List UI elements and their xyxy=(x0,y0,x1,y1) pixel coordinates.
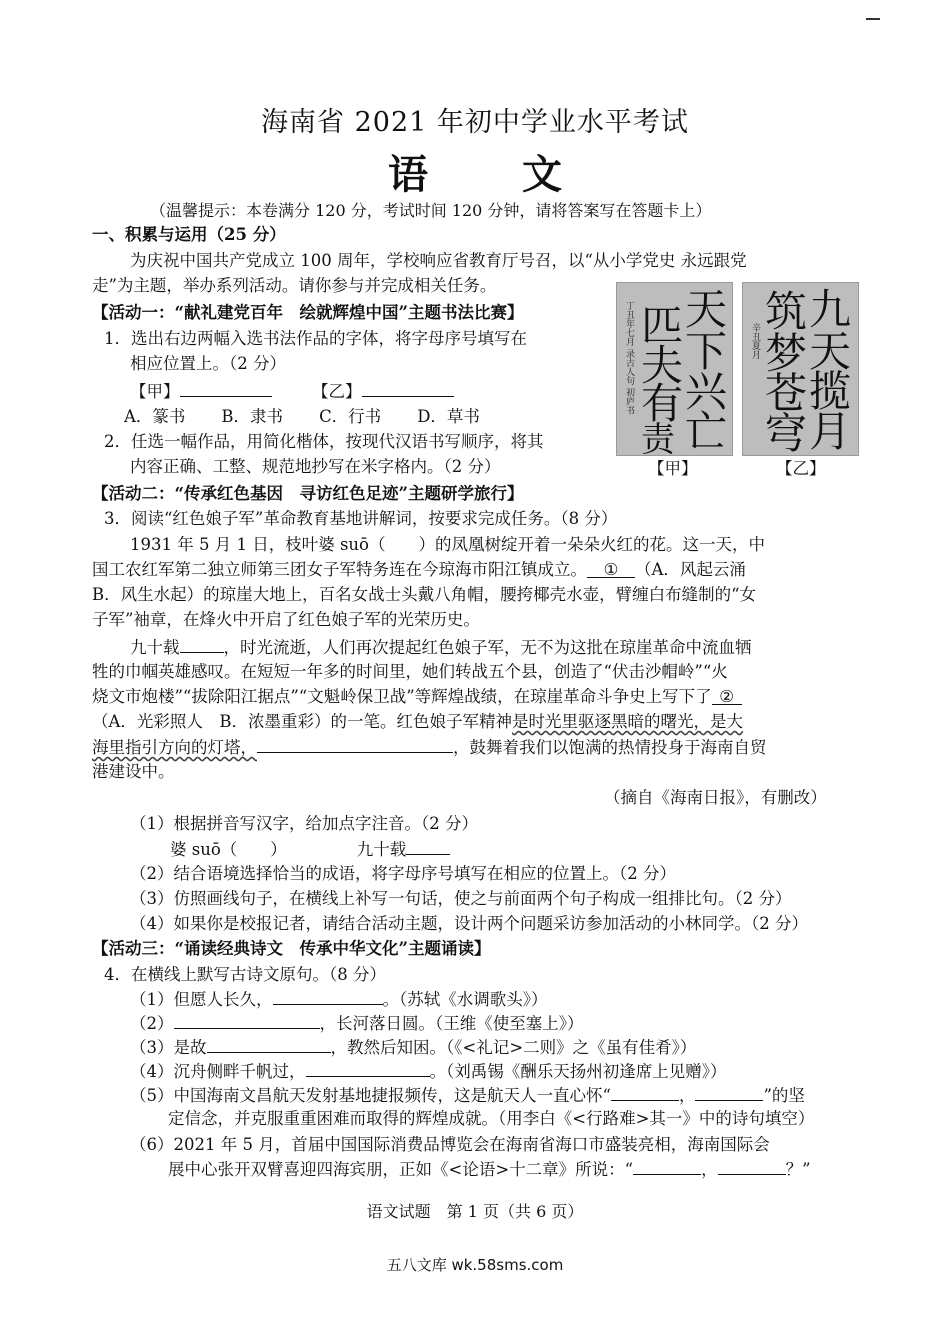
recite-blank[interactable] xyxy=(306,1060,430,1077)
passage-text: ，鼓舞着我们以饱满的热情投身于海南自贸 xyxy=(453,738,767,757)
recite-text: ，教然后知困。（《<礼记>二则》之《虽有佳肴》） xyxy=(330,1038,697,1057)
passage-line: B．风生水起）的琼崖大地上，百名女战士头戴八角帽，腰挎椰壳水壶，臂缠白布缝制的“女 xyxy=(92,585,757,604)
recite-text: 。（刘禹锡《酬乐天扬州初逢席上见赠》） xyxy=(429,1062,727,1081)
sub-question-1-items xyxy=(170,838,450,861)
blank-marker-1: ① xyxy=(603,560,619,579)
intro-line-2: 走”为主题，举办系列活动。请你参与并完成相关任务。 xyxy=(92,276,497,295)
sub-question-4: （4）如果你是校报记者，请结合活动主题，设计两个问题采访参加活动的小林同学。（2 分） xyxy=(130,914,808,933)
activity-two-heading: 【活动二：“传承红色基因 寻访红色足迹”主题研学旅行】 xyxy=(92,484,524,503)
subject-title: 语 文 xyxy=(388,151,602,198)
calligraphy-char: 梦 xyxy=(765,329,808,378)
underlined-sentence: 是时光里驱逐黑暗的曙光，是大 xyxy=(512,712,744,731)
recite-item-6-cont xyxy=(168,1158,811,1181)
recite-item-3 xyxy=(130,1036,696,1059)
question-2-line-2: 内容正确、工整、规范地抄写在米字格内。（2 分） xyxy=(130,457,501,476)
jia-label: 【甲】 xyxy=(130,382,180,401)
passage-line: 牲的巾帼英雄感叹。在短短一年多的时间里，她们转战五个县，创造了“伏击沙帽岭”“火 xyxy=(92,662,728,681)
recite-text: ， xyxy=(678,1086,696,1105)
calligraphy-char: 责 xyxy=(641,420,675,460)
recite-text: ”的坚 xyxy=(763,1086,805,1105)
calligraphy-char: 筑 xyxy=(765,287,808,336)
question-1-line-2: 相应位置上。（2 分） xyxy=(130,354,286,373)
passage-text: ，时光流逝，人们再次提起红色娘子军，无不为这批在琼崖革命中流血牺 xyxy=(223,638,752,657)
sub-question-1: （1）根据拼音写汉字，给加点字注音。（2 分） xyxy=(130,814,478,833)
passage-text: （A．光彩照人 B．浓墨重彩）的一笔。红色娘子军精神 xyxy=(92,712,513,731)
pinyin-item: 婆 suō（ ） xyxy=(170,840,287,859)
annotate-blank[interactable] xyxy=(406,838,450,855)
calligraphy-jia-panel xyxy=(616,282,733,460)
intro-line-1: 为庆祝中国共产党成立 100 周年，学校响应省教育厅号召，以“从小学党史 永远跟党 xyxy=(130,251,747,270)
option-c: C．行书 xyxy=(319,407,382,426)
activity-one-heading: 【活动一：“献礼建党百年 绘就辉煌中国”主题书法比赛】 xyxy=(92,303,524,322)
passage-line xyxy=(92,686,742,708)
recite-blank[interactable] xyxy=(611,1084,679,1101)
calligraphy-char: 下 xyxy=(685,327,728,376)
section-heading: 一、积累与运用（25 分） xyxy=(92,225,286,244)
passage-line: 港建设中。 xyxy=(92,762,175,781)
passage-text: 烧文市炮楼”“拔除阳江据点”“文魁岭保卫战”等辉煌战绩，在琼崖革命斗争史上写下了 xyxy=(92,687,712,706)
options-q1 xyxy=(124,406,480,428)
calligraphy-yi-panel xyxy=(742,282,859,456)
recite-text: （1）但愿人长久， xyxy=(130,990,273,1009)
passage-line xyxy=(92,711,743,733)
idiom-blank-2[interactable] xyxy=(712,686,742,705)
passage-line: 1931 年 5 月 1 日，枝叶婆 suō（ ）的凤凰树绽开着一朵朵火红的花。这一天，中 xyxy=(130,535,765,554)
question-2-line-1: 2．任选一幅作品，用简化楷体，按现代汉语书写顺序，将其 xyxy=(104,432,544,451)
passage-line xyxy=(92,559,746,581)
recite-blank[interactable] xyxy=(174,1012,320,1029)
pinyin-blank[interactable] xyxy=(180,636,224,653)
sub-question-2: （2）结合语境选择恰当的成语，将字母序号填写在相应的位置上。（2 分） xyxy=(130,864,676,883)
recite-blank[interactable] xyxy=(633,1158,701,1175)
passage-source: （摘自《海南日报》，有删改） xyxy=(604,788,827,807)
question-1-line-1: 1．选出右边两幅入选书法作品的字体，将字母序号填写在 xyxy=(104,329,527,348)
calligraphy-char: 揽 xyxy=(809,367,852,416)
question-3: 3．阅读“红色娘子军”革命教育基地讲解词，按要求完成任务。（8 分） xyxy=(104,509,618,528)
calligraphy-char: 天 xyxy=(809,327,852,376)
recite-text: 。（苏轼《水调歌头》） xyxy=(382,990,548,1009)
blank-marker-2: ② xyxy=(719,687,735,706)
recite-item-5-cont: 定信念，并克服重重困难而取得的辉煌成就。（用李白《<行路难>其一》中的诗句填空） xyxy=(168,1109,815,1128)
sub-question-3: （3）仿照画线句子，在横线上补写一句话，使之与前面两个句子构成一组排比句。（2 分） xyxy=(130,889,792,908)
passage-line: 子军”袖章，在烽火中开启了红色娘子军的光荣历史。 xyxy=(92,610,480,629)
option-a: A．篆书 xyxy=(124,407,186,426)
recite-text: ， xyxy=(701,1160,718,1179)
page-footer: 语文试题 第 1 页（共 6 页） xyxy=(366,1202,584,1221)
calligraphy-char: 有 xyxy=(641,379,684,428)
calligraphy-jia-caption: 【甲】 xyxy=(648,459,698,478)
recite-blank[interactable] xyxy=(207,1036,331,1053)
option-b: B．隶书 xyxy=(221,407,284,426)
recite-text: （5）中国海南文昌航天发射基地捷报频传，这是航天人一直心怀“ xyxy=(130,1086,611,1105)
recite-blank[interactable] xyxy=(718,1158,786,1175)
parallel-sentence-blank[interactable] xyxy=(257,736,453,753)
passage-text: 国工农红军第二独立师第三团女子军特务连在今琼海市阳江镇成立。 xyxy=(92,560,587,579)
recite-text: 展中心张开双臂喜迎四海宾朋，正如《<论语>十二章》所说：“ xyxy=(168,1160,634,1179)
calligraphy-char: 夫 xyxy=(641,341,684,390)
calligraphy-yi-caption: 【乙】 xyxy=(776,459,826,478)
recite-item-2 xyxy=(130,1012,584,1035)
calligraphy-char: 苍 xyxy=(765,369,808,418)
recite-blank[interactable] xyxy=(695,1084,763,1101)
option-d: D．草书 xyxy=(417,407,480,426)
annotate-item: 九十载 xyxy=(356,840,407,859)
calligraphy-yi-inscription: 辛丑夏月 xyxy=(750,323,760,359)
calligraphy-char: 九 xyxy=(809,285,852,334)
passage-line xyxy=(92,736,767,759)
passage-text: （A．风起云涌 xyxy=(635,560,746,579)
calligraphy-char: 穹 xyxy=(765,409,808,458)
answer-blanks-q1 xyxy=(130,380,454,403)
passage-text: 九十载 xyxy=(130,638,180,657)
recite-text: ？” xyxy=(785,1160,811,1179)
recite-text: （3）是故 xyxy=(130,1038,207,1057)
exam-tip: （温馨提示：本卷满分 120 分，考试时间 120 分钟，请将答案写在答题卡上） xyxy=(150,201,712,220)
recite-item-1 xyxy=(130,988,548,1011)
watermark: 五八文库 wk.58sms.com xyxy=(386,1256,564,1274)
recite-text: （2） xyxy=(130,1014,174,1033)
calligraphy-char: 兴 xyxy=(685,367,728,416)
idiom-blank-1[interactable] xyxy=(587,559,635,578)
jia-answer-blank[interactable] xyxy=(180,380,272,397)
exam-title: 海南省 2021 年初中学业水平考试 xyxy=(261,107,689,138)
recite-blank[interactable] xyxy=(273,988,383,1005)
question-4: 4．在横线上默写古诗文原句。（8 分） xyxy=(104,965,386,984)
recite-item-5 xyxy=(130,1084,805,1107)
calligraphy-char: 匹 xyxy=(641,301,684,350)
passage-line xyxy=(130,636,752,659)
corner-mark xyxy=(866,18,880,30)
calligraphy-char: 亡 xyxy=(685,407,728,456)
yi-label: 【乙】 xyxy=(312,382,362,401)
recite-text: （4）沉舟侧畔千帆过， xyxy=(130,1062,306,1081)
underlined-sentence: 海里指引方向的灯塔， xyxy=(92,738,257,757)
yi-answer-blank[interactable] xyxy=(362,380,454,397)
recite-item-4 xyxy=(130,1060,727,1083)
recite-text: ，长河落日圆。（王维《使至塞上》） xyxy=(319,1014,584,1033)
calligraphy-jia-inscription: 丁丑年七月 录古人句 初庐书 xyxy=(624,301,634,415)
activity-three-heading: 【活动三：“诵读经典诗文 传承中华文化”主题诵读】 xyxy=(92,939,491,958)
calligraphy-char: 月 xyxy=(809,407,852,456)
calligraphy-char: 天 xyxy=(685,285,728,334)
recite-item-6: （6）2021 年 5 月，首届中国国际消费品博览会在海南省海口市盛装亮相，海南国际会 xyxy=(130,1135,770,1154)
